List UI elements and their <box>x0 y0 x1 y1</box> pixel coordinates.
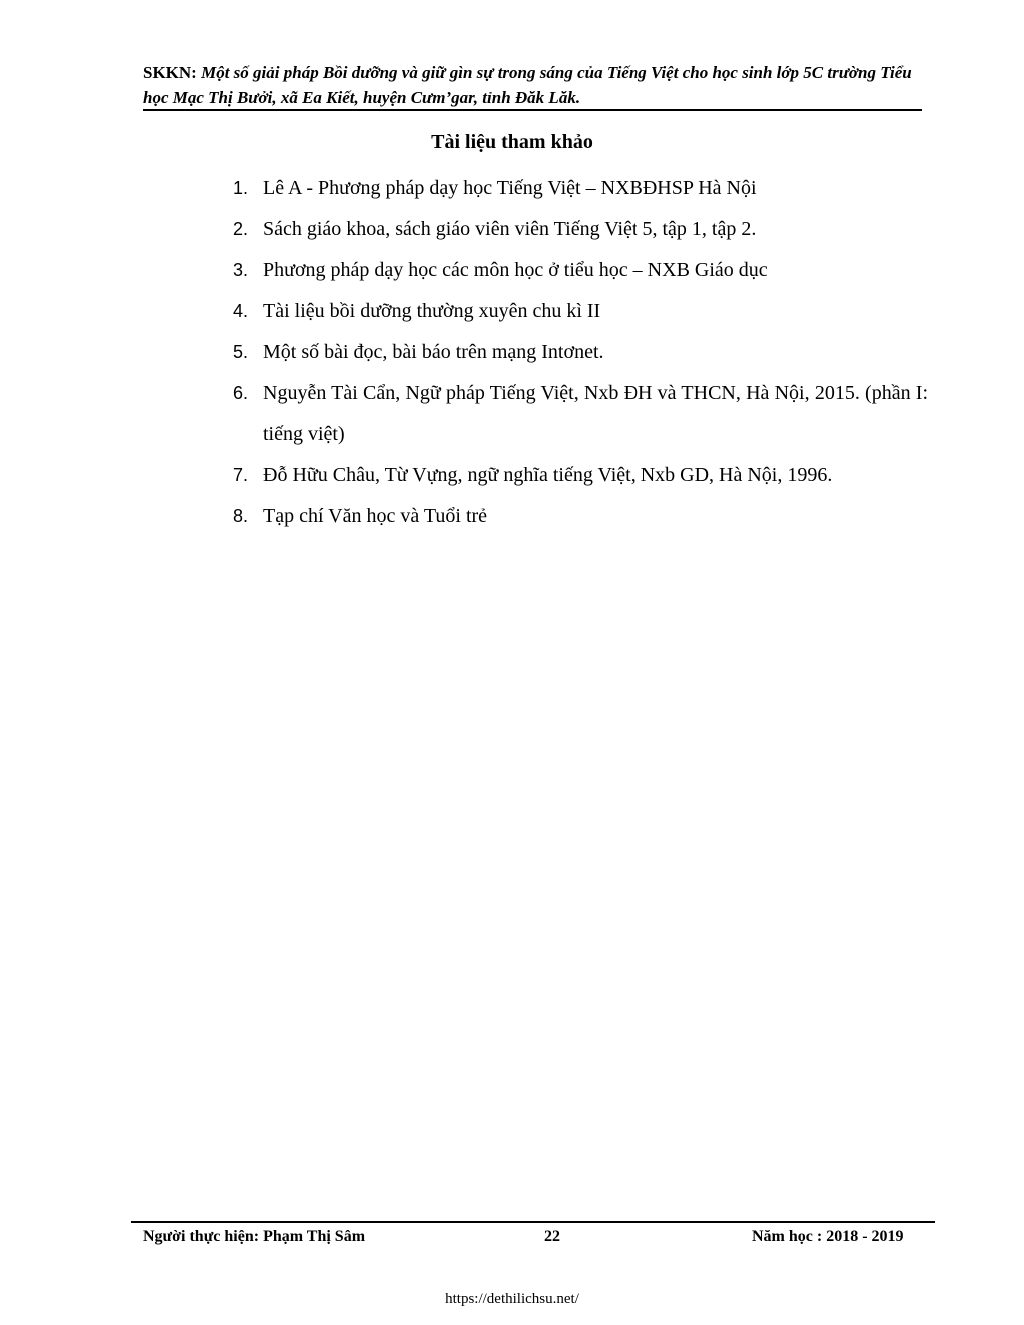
header-label: SKKN: <box>143 63 197 82</box>
reference-text: Đỗ Hữu Châu, Từ Vựng, ngữ nghĩa tiếng Việt, Nxb GD, Hà Nội, 1996. <box>263 464 833 486</box>
references-heading: Tài liệu tham khảo <box>431 131 593 153</box>
reference-number: 5. <box>233 342 249 362</box>
reference-item <box>228 250 928 291</box>
footer-author: Người thực hiện: Phạm Thị Sâm <box>143 1228 366 1245</box>
reference-text: Lê A - Phương pháp dạy học Tiếng Việt – NXBĐHSP Hà Nội <box>263 177 757 199</box>
reference-text: Sách giáo khoa, sách giáo viên viên Tiếng Việt 5, tập 1, tập 2. <box>263 218 757 240</box>
reference-item <box>228 209 928 250</box>
reference-text: Một số bài đọc, bài báo trên mạng Intơnet. <box>263 341 604 363</box>
reference-item <box>228 496 928 537</box>
footer-school-year: Năm học : 2018 - 2019 <box>752 1228 904 1245</box>
page-number: 22 <box>544 1228 560 1245</box>
source-url: https://dethilichsu.net/ <box>445 1291 579 1307</box>
reference-item <box>228 373 928 455</box>
footer-divider <box>131 1221 935 1223</box>
reference-text: Tài liệu bồi dưỡng thường xuyên chu kì II <box>263 300 601 322</box>
reference-list <box>228 168 928 537</box>
reference-text: Tạp chí Văn học và Tuổi trẻ <box>263 505 488 527</box>
header-divider <box>143 109 922 111</box>
reference-number: 3. <box>233 260 249 280</box>
reference-number: 4. <box>233 301 249 321</box>
reference-number: 2. <box>233 219 249 239</box>
reference-number: 6. <box>233 383 249 403</box>
reference-item <box>228 291 928 332</box>
reference-number: 7. <box>233 465 249 485</box>
reference-text: Nguyễn Tài Cẩn, Ngữ pháp Tiếng Việt, Nxb ĐH và THCN, Hà Nội, 2015. (phần I: tiếng việt) <box>263 382 928 445</box>
reference-text: Phương pháp dạy học các môn học ở tiểu học – NXB Giáo dục <box>263 259 768 281</box>
reference-number: 8. <box>233 506 249 526</box>
reference-number: 1. <box>233 178 249 198</box>
header-title: Một số giải pháp Bồi dưỡng và giữ gìn sự trong sáng của Tiếng Việt cho học sinh lớp 5C trường Tiểu học Mạc Thị Bưởi, xã Ea Kiết, huyện Cưm’gar, tỉnh Đăk Lăk. <box>143 63 912 107</box>
reference-item <box>228 332 928 373</box>
reference-item <box>228 455 928 496</box>
document-header <box>143 60 927 110</box>
reference-item <box>228 168 928 209</box>
